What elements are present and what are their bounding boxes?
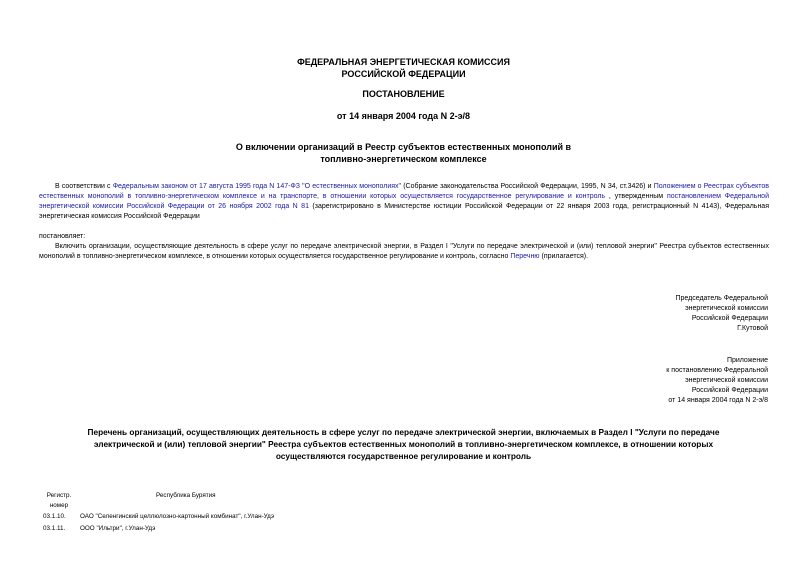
appendix-block — [666, 356, 768, 406]
document-title — [0, 141, 807, 165]
list-title-line-2: электрической и (или) тепловой энергии" Реестра субъектов естественных монополий в топливно-энергетическом комплексе, в отношении которых — [93, 439, 714, 449]
preamble-paragraph — [39, 182, 769, 222]
signature-line-1: Председатель Федеральной — [675, 295, 768, 302]
column-header-line-1: Регистр. — [46, 492, 72, 499]
registry-regulation-link[interactable]: Положением о Реестрах субъектов естественных монополий в топливно-энергетическом комплексе и на транспорте, в отношении которых осуществляется государственное регулирование и контроль — [39, 183, 769, 200]
operative-paragraph — [39, 242, 769, 262]
table-row-org: ООО "Ильтри", г.Улан-Удэ — [80, 525, 156, 532]
fek-resolution-link[interactable]: постановлением Федеральной энергетической комиссии Российской Федерации от 26 ноября 2002 года N 81 — [39, 193, 769, 210]
region-heading: Республика Бурятия — [156, 492, 216, 499]
preamble-text-3: , утвержденным — [605, 193, 667, 200]
table-row-org: ОАО "Селенгинский целлюлозно-картонный комбинат", г.Улан-Удэ — [80, 513, 275, 520]
federal-law-link[interactable]: Федеральным законом от 17 августа 1995 года N 147-ФЗ "О естественных монополиях" — [112, 183, 402, 190]
table-row — [43, 512, 66, 522]
signature-line-3: Российской Федерации — [691, 315, 768, 322]
resolves-word: постановляет: — [39, 233, 86, 240]
operative-text-2: (прилагается). — [539, 253, 589, 260]
document-title-line-2: топливно-энергетическом комплексе — [320, 154, 487, 164]
list-title-line-3: осуществляются государственное регулирование и контроль — [275, 451, 532, 461]
row-reg-number: 03.1.11. — [43, 525, 66, 532]
column-header-reg-number — [44, 491, 74, 511]
list-link[interactable]: Перечню — [510, 253, 540, 260]
signature-name: Г.Кутовой — [737, 325, 768, 332]
issuer-heading — [0, 56, 807, 80]
column-header-line-2: номер — [49, 502, 69, 509]
list-title — [0, 426, 807, 462]
list-title-line-1: Перечень организаций, осуществляющих деятельность в сфере услуг по передаче электрической энергии, включаемых в Раздел I "Услуги по передаче — [87, 427, 720, 437]
appendix-line-5: от 14 января 2004 года N 2-э/8 — [668, 397, 768, 404]
document-title-line-1: О включении организаций в Реестр субъектов естественных монополий в — [235, 142, 572, 152]
preamble-text-4: (зарегистрировано в Министерстве юстиции Российской Федерации от 22 января 2003 года, регистрационный N 4143), Федеральная энергетическая комиссия Российской Федерации — [39, 203, 769, 220]
issuer-line-1: ФЕДЕРАЛЬНАЯ ЭНЕРГЕТИЧЕСКАЯ КОМИССИЯ — [297, 57, 510, 67]
signature-block — [675, 294, 768, 334]
appendix-line-4: Российской Федерации — [691, 387, 768, 394]
appendix-line-1: Приложение — [726, 357, 768, 364]
preamble-text-2: (Собрание законодательства Российской Федерации, 1995, N 34, ст.3426) и — [401, 183, 654, 190]
preamble-text-1: В соответствии с — [55, 183, 113, 190]
row-reg-number: 03.1.10. — [43, 513, 66, 520]
document-type: ПОСТАНОВЛЕНИЕ — [362, 89, 445, 99]
appendix-line-3: энергетической комиссии — [685, 377, 768, 384]
appendix-line-2: к постановлению Федеральной — [666, 367, 768, 374]
document-date: от 14 января 2004 года N 2-э/8 — [336, 111, 471, 121]
table-row — [43, 524, 65, 534]
signature-line-2: энергетической комиссии — [685, 305, 768, 312]
issuer-line-2: РОССИЙСКОЙ ФЕДЕРАЦИИ — [341, 69, 466, 79]
operative-text-1: Включить организации, осуществляющие деятельность в сфере услуг по передаче электрической энергии, в Раздел I "Услуги по передаче электрической и (или) тепловой энергии" Реестра субъектов естественных монополий в топливно-энергетическом комплексе, в отношении которых осуществляется государственное регулирование и контроль, согласно — [39, 243, 769, 260]
